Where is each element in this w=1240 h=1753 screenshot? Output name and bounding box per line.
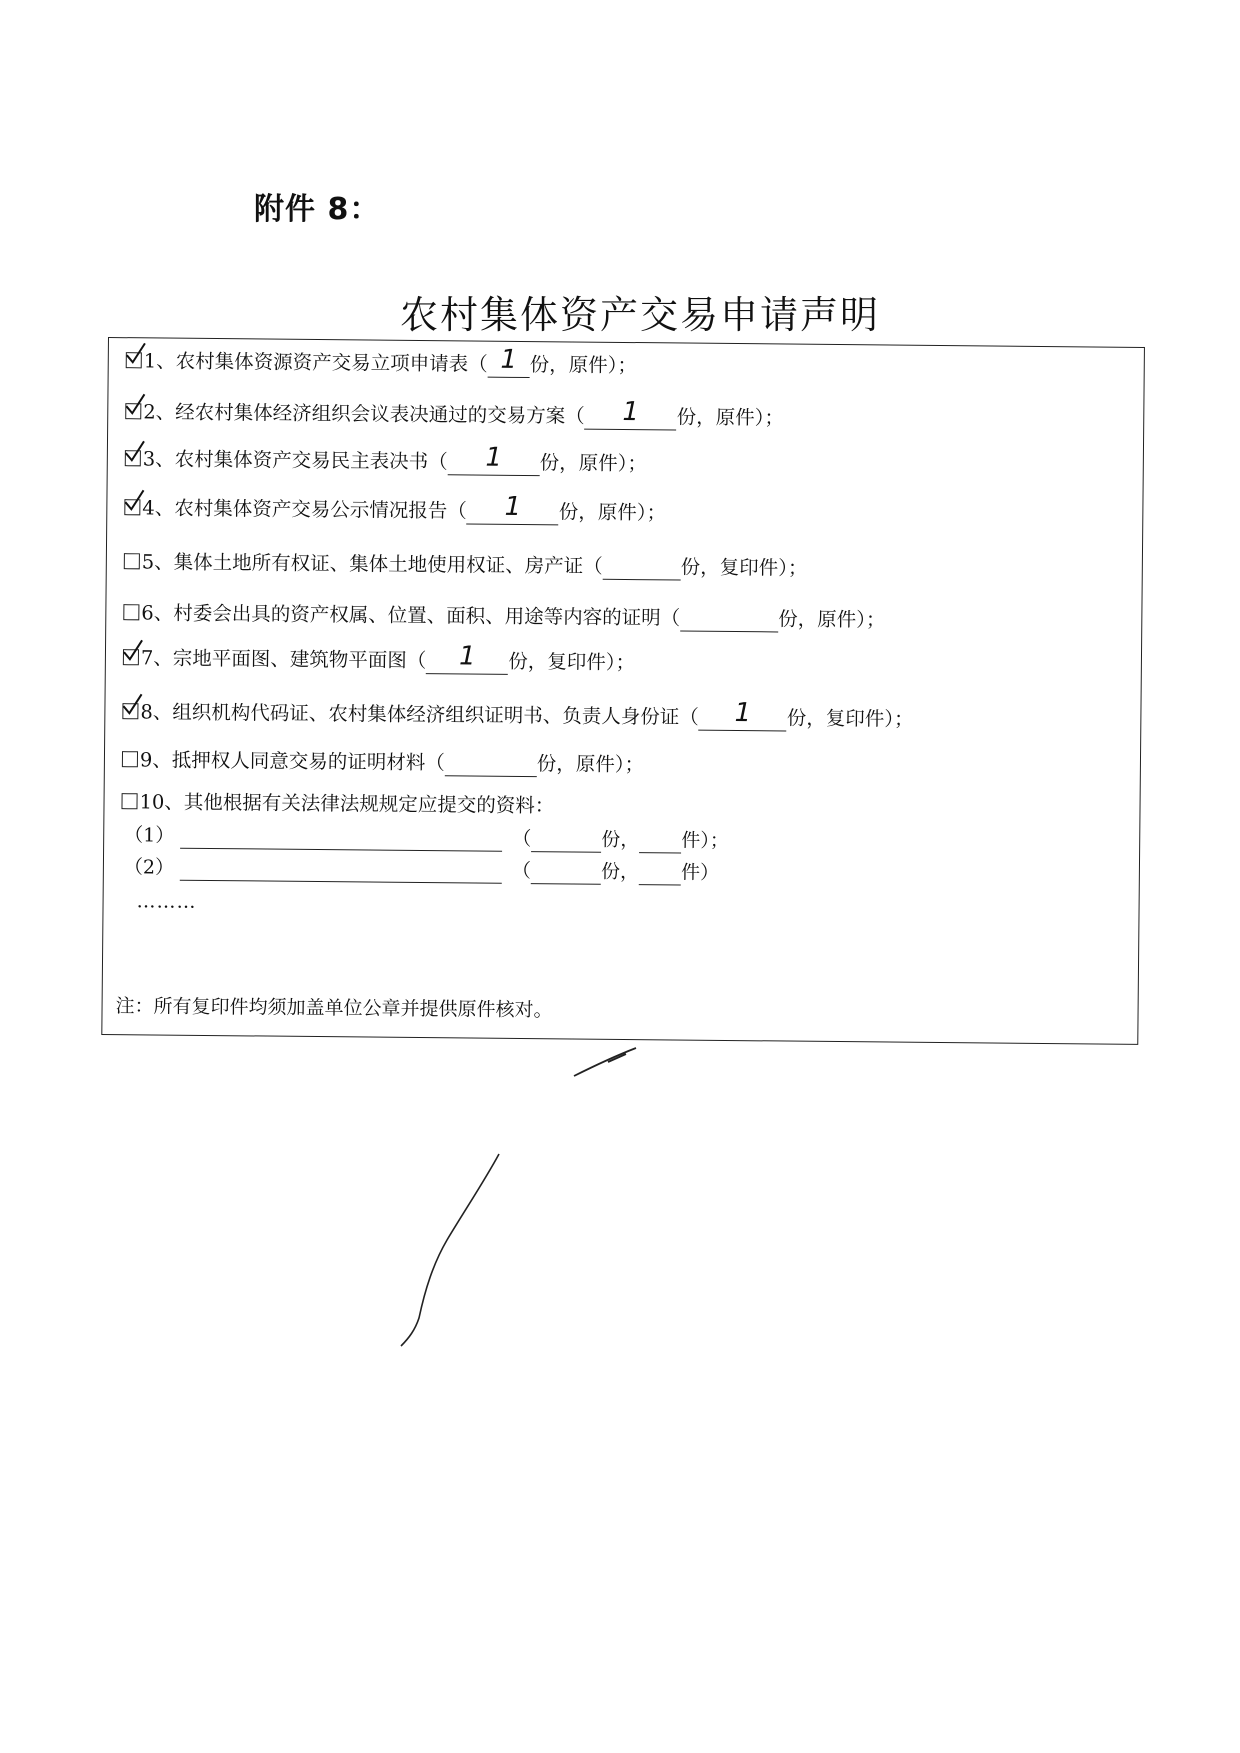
handwritten-count: 1: [622, 396, 640, 428]
item-suffix: 份，原件）；: [558, 500, 667, 525]
pieces-unit: 件）；: [681, 829, 729, 852]
tick-icon: [125, 341, 151, 367]
checkbox-checked-7[interactable]: [123, 649, 139, 665]
pieces-field[interactable]: [639, 862, 681, 885]
item-label: 9、抵押权人同意交易的证明材料（: [139, 748, 445, 775]
sub-item-number: （1）: [124, 824, 175, 847]
checklist-item-1: [126, 344, 638, 379]
tick-icon: [122, 638, 148, 664]
copies-field[interactable]: [531, 829, 601, 853]
checkbox-6[interactable]: [123, 604, 139, 620]
footnote: 注：所有复印件均须加盖单位公章并提供原件核对。: [115, 995, 553, 1022]
pieces-unit: 件）: [680, 861, 720, 884]
count-field[interactable]: [603, 557, 681, 581]
tick-icon: [124, 439, 150, 465]
application-checklist-box: [101, 337, 1145, 1045]
handwritten-count: 1: [485, 442, 503, 473]
checkbox-checked-2[interactable]: [125, 403, 141, 419]
checklist-item-10: [121, 789, 554, 819]
ellipsis: ………: [136, 890, 197, 913]
item-label: 1、农村集体资源资产交易立项申请表（: [143, 349, 488, 376]
item-suffix: 份，原件）；: [676, 405, 785, 430]
checkbox-checked-8[interactable]: [122, 703, 138, 719]
copies-field[interactable]: [531, 861, 601, 885]
item-suffix: 份，原件）；: [536, 752, 645, 777]
checkbox-9[interactable]: [122, 751, 138, 767]
item-label: 2、经农村集体经济组织会议表决通过的交易方案（: [143, 400, 585, 428]
count-field[interactable]: [699, 698, 787, 732]
item-suffix: 份，原件）；: [529, 353, 638, 378]
document-title: 农村集体资产交易申请声明: [399, 293, 880, 337]
item-suffix: 份，原件）；: [539, 451, 648, 476]
count-field[interactable]: [448, 442, 540, 476]
item-suffix: 份，原件）；: [778, 607, 886, 632]
handwritten-count: 1: [458, 641, 476, 672]
count-field[interactable]: [445, 753, 537, 777]
count-field[interactable]: [488, 344, 530, 378]
pen-mark-icon: [570, 1040, 640, 1080]
sub-item-number: （2）: [123, 856, 175, 879]
checklist-item-9: [122, 747, 644, 778]
open-paren: （: [512, 827, 532, 851]
copies-unit: 份，: [601, 828, 640, 852]
checkbox-checked-4[interactable]: [124, 499, 140, 515]
count-field[interactable]: [585, 396, 677, 431]
count-field[interactable]: [467, 491, 559, 525]
item-label: 7、宗地平面图、建筑物平面图（: [140, 646, 427, 673]
handwritten-count: 1: [500, 344, 518, 375]
copies-unit: 份，: [600, 860, 640, 884]
tick-icon: [124, 392, 150, 418]
checkbox-10[interactable]: [121, 793, 137, 809]
checklist-item-4: [124, 491, 667, 526]
material-name-field[interactable]: [180, 858, 502, 884]
item-label: 10、其他根据有关法律法规规定应提交的资料：: [139, 790, 555, 818]
checklist-item-6: [123, 600, 885, 633]
count-field[interactable]: [426, 641, 508, 675]
attachment-heading: 附件 8：: [254, 192, 381, 227]
item-suffix: 份，复印件）；: [680, 555, 808, 580]
other-material-line-1: [124, 822, 729, 854]
pen-stroke-icon: [395, 1150, 505, 1350]
open-paren: （: [511, 859, 532, 883]
item-label: 8、组织机构代码证、农村集体经济组织证明书、负责人身份证（: [140, 700, 699, 729]
pieces-field[interactable]: [639, 830, 681, 853]
checklist-item-3: [125, 442, 648, 477]
checkbox-checked-3[interactable]: [125, 450, 141, 466]
handwritten-count: 1: [504, 491, 522, 522]
item-suffix: 份，复印件）；: [786, 706, 914, 731]
item-label: 3、农村集体资产交易民主表决书（: [142, 447, 448, 474]
checkbox-5[interactable]: [124, 553, 140, 569]
checklist-item-2: [125, 396, 785, 431]
material-name-field[interactable]: [180, 826, 502, 852]
checklist-item-5: [124, 549, 808, 582]
count-field[interactable]: [680, 609, 778, 633]
item-suffix: 份，复印件）；: [508, 649, 636, 675]
handwritten-count: 1: [734, 698, 752, 729]
item-label: 6、村委会出具的资产权属、位置、面积、用途等内容的证明（: [141, 601, 681, 630]
item-label: 4、农村集体资产交易公示情况报告（: [142, 496, 467, 523]
tick-icon: [123, 488, 149, 514]
other-material-line-2: [124, 854, 719, 886]
checkbox-checked-1[interactable]: [126, 352, 142, 368]
tick-icon: [121, 692, 147, 718]
checklist-item-8: [122, 699, 913, 733]
checklist-item-7: [123, 641, 636, 676]
item-label: 5、集体土地所有权证、集体土地使用权证、房产证（: [141, 550, 603, 578]
